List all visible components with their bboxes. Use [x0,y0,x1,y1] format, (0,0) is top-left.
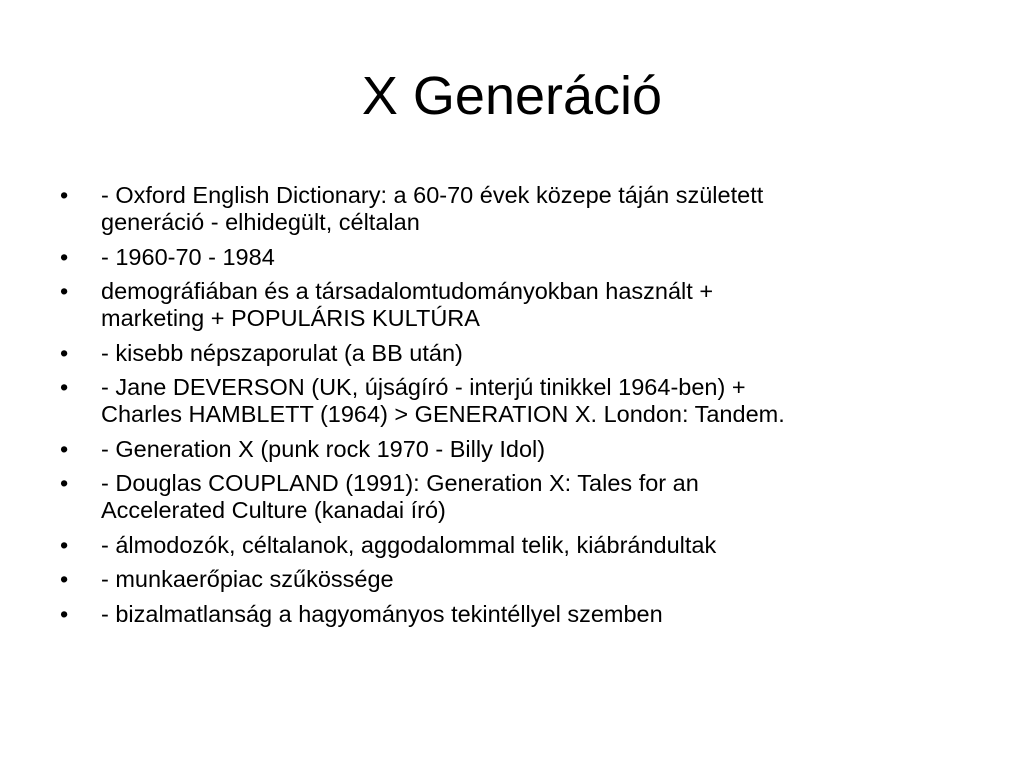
bullet-text-line: - Jane DEVERSON (UK, újságíró - interjú tinikkel 1964-ben) + [101,374,746,400]
bullet-text-line: - Oxford English Dictionary: a 60-70 évek közepe táján született [101,182,764,208]
bullet-dot-icon: • [60,531,69,558]
bullet-dot-icon: • [60,470,69,496]
bullet-item [60,601,960,628]
bullet-dot-icon: • [60,600,69,627]
bullet-text-line: Accelerated Culture (kanadai író) [101,497,446,523]
slide-title: X Generáció [361,66,663,126]
bullet-text-line: generáció - elhidegült, céltalan [101,209,420,235]
bullet-dot-icon: • [60,243,69,270]
bullet-dot-icon: • [60,182,69,208]
bullet-text-line: - 1960-70 - 1984 [101,243,275,270]
bullet-item [60,532,960,559]
bullet-item [60,278,960,332]
bullet-text-line: Charles HAMBLETT (1964) > GENERATION X. London: Tandem. [101,401,785,427]
bullet-item [60,244,960,271]
bullet-item [60,566,960,593]
bullet-item [60,340,960,367]
bullet-text-line: - kisebb népszaporulat (a BB után) [101,339,463,366]
bullet-text-line: marketing + POPULÁRIS KULTÚRA [101,305,480,331]
bullet-text-line: - munkaerőpiac szűkössége [101,566,394,592]
bullet-text-line: demográfiában és a társadalomtudományokban használt + [101,278,714,304]
bullet-dot-icon: • [60,339,69,366]
bullet-list [60,182,960,635]
bullet-item [60,182,960,236]
bullet-dot-icon: • [60,566,69,592]
bullet-item [60,470,960,524]
bullet-text-line: - bizalmatlanság a hagyományos tekintéllyel szemben [101,600,663,627]
bullet-text-line: - Douglas COUPLAND (1991): Generation X: Tales for an [101,470,699,496]
bullet-dot-icon: • [60,435,69,462]
bullet-text-line: - Generation X (punk rock 1970 - Billy Idol) [101,435,546,462]
bullet-item [60,374,960,428]
bullet-dot-icon: • [60,278,69,304]
bullet-item [60,436,960,463]
bullet-text-line: - álmodozók, céltalanok, aggodalommal telik, kiábrándultak [101,531,717,558]
bullet-dot-icon: • [60,374,69,400]
